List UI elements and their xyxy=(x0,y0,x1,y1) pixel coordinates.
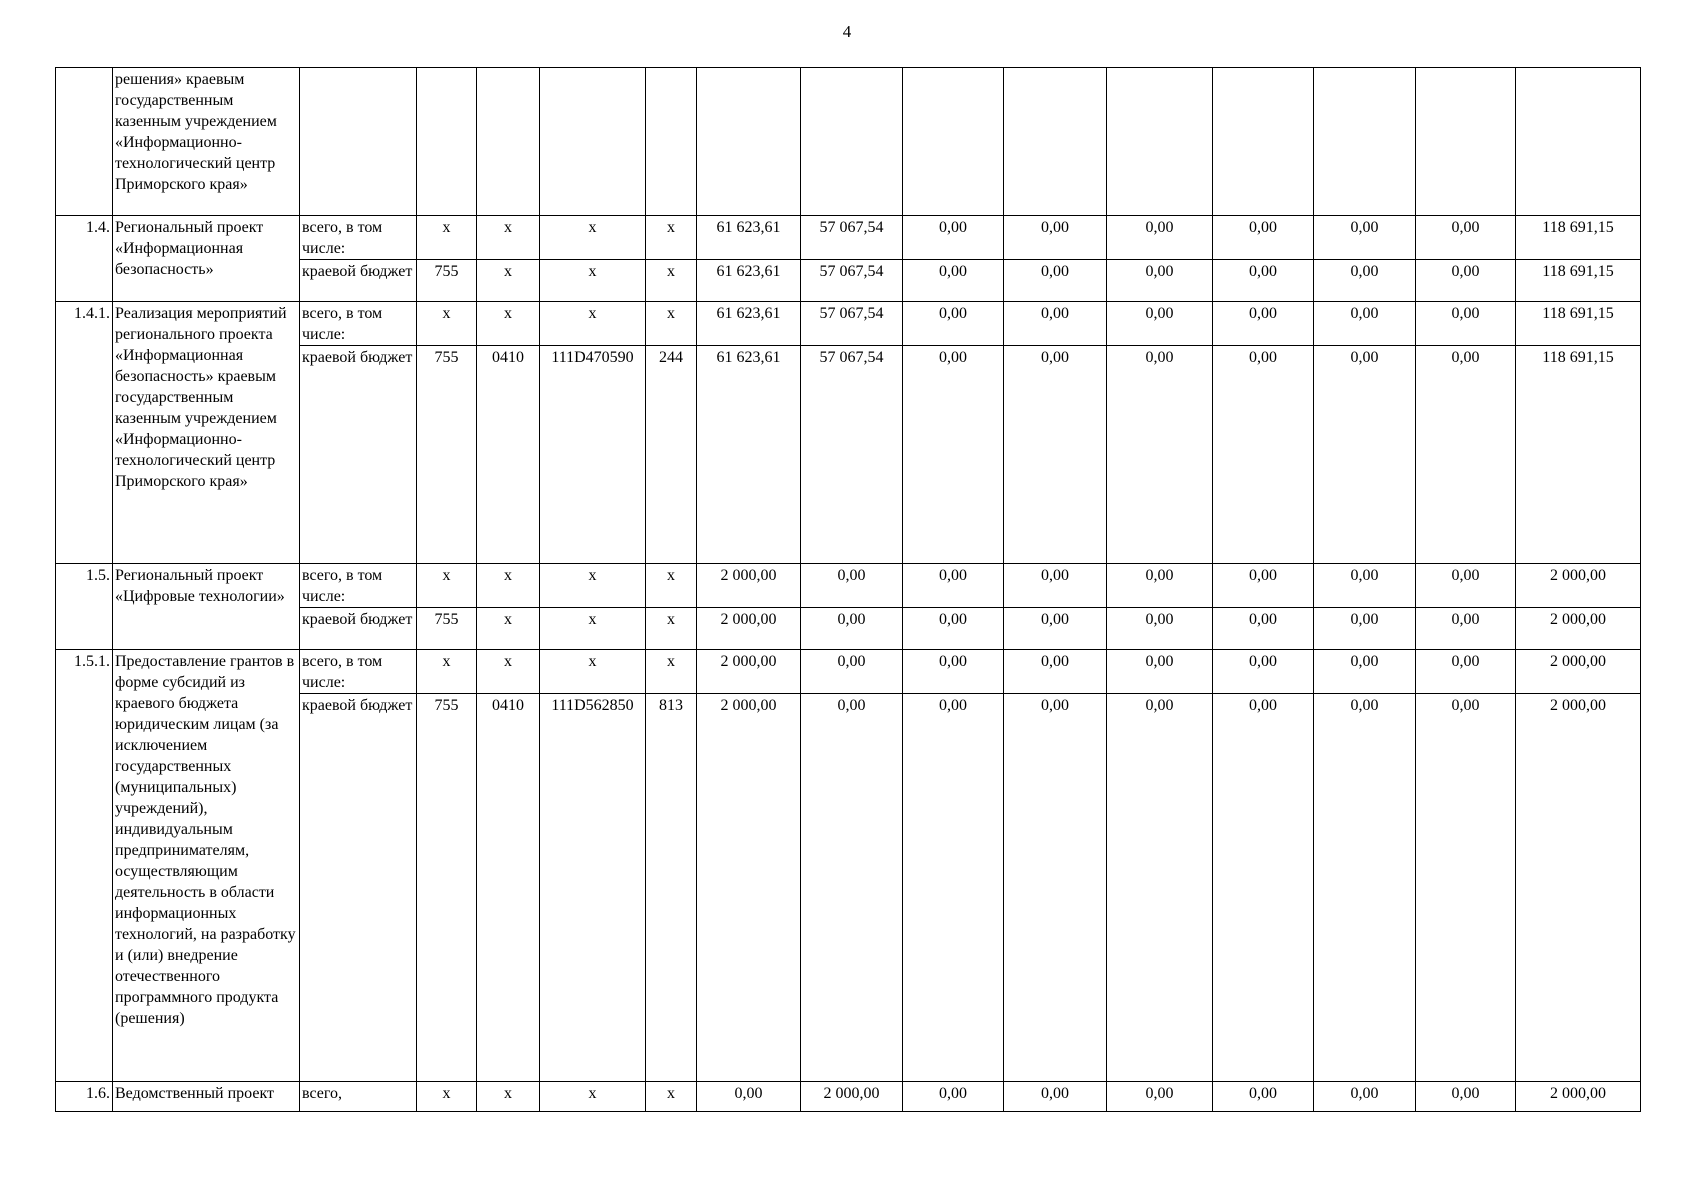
total-value xyxy=(1516,68,1641,216)
year-value: 0,00 xyxy=(903,346,1004,564)
grbs-code: 755 xyxy=(417,694,477,1082)
year-value: 0,00 xyxy=(1314,650,1416,694)
vr-code: x xyxy=(646,302,697,346)
table-row xyxy=(56,68,1641,216)
year-value: 0,00 xyxy=(1314,564,1416,608)
year-value: 0,00 xyxy=(801,608,903,650)
year-value: 61 623,61 xyxy=(697,260,801,302)
row-number xyxy=(56,68,113,216)
year-value: 0,00 xyxy=(1004,608,1107,650)
row-name: Региональный проект «Информационная безопасность» xyxy=(113,216,300,302)
row-number: 1.4. xyxy=(56,216,113,302)
year-value: 0,00 xyxy=(1213,216,1314,260)
csr-code: x xyxy=(540,1082,646,1112)
vr-code: x xyxy=(646,216,697,260)
total-value: 2 000,00 xyxy=(1516,650,1641,694)
csr-code: x xyxy=(540,216,646,260)
rz-pr-code: x xyxy=(477,564,540,608)
rz-pr-code: 0410 xyxy=(477,346,540,564)
table-row xyxy=(56,302,1641,346)
table-row xyxy=(56,650,1641,694)
year-value: 0,00 xyxy=(1213,564,1314,608)
csr-code: x xyxy=(540,260,646,302)
year-value: 0,00 xyxy=(903,1082,1004,1112)
year-value: 0,00 xyxy=(1314,346,1416,564)
vr-code: x xyxy=(646,1082,697,1112)
year-value: 0,00 xyxy=(1213,608,1314,650)
total-value: 2 000,00 xyxy=(1516,1082,1641,1112)
year-value xyxy=(1314,68,1416,216)
funding-source xyxy=(300,68,417,216)
total-value: 2 000,00 xyxy=(1516,608,1641,650)
year-value: 0,00 xyxy=(801,694,903,1082)
vr-code: x xyxy=(646,608,697,650)
grbs-code xyxy=(417,68,477,216)
year-value: 2 000,00 xyxy=(801,1082,903,1112)
year-value xyxy=(1213,68,1314,216)
budget-table xyxy=(55,67,1641,1112)
grbs-code: x xyxy=(417,302,477,346)
year-value: 0,00 xyxy=(1004,260,1107,302)
funding-source: краевой бюджет xyxy=(300,608,417,650)
funding-source: всего, xyxy=(300,1082,417,1112)
year-value: 0,00 xyxy=(903,260,1004,302)
row-number: 1.5.1. xyxy=(56,650,113,1082)
year-value: 0,00 xyxy=(1416,650,1516,694)
year-value: 0,00 xyxy=(1004,694,1107,1082)
year-value: 0,00 xyxy=(1107,216,1213,260)
funding-source: всего, в том числе: xyxy=(300,216,417,260)
year-value: 2 000,00 xyxy=(697,608,801,650)
table-row xyxy=(56,216,1641,260)
row-name: Ведомственный проект xyxy=(113,1082,300,1112)
year-value: 0,00 xyxy=(1004,346,1107,564)
row-number: 1.6. xyxy=(56,1082,113,1112)
rz-pr-code: x xyxy=(477,216,540,260)
rz-pr-code xyxy=(477,68,540,216)
year-value: 0,00 xyxy=(1314,608,1416,650)
year-value: 0,00 xyxy=(903,564,1004,608)
row-name: Реализация мероприятий регионального проекта «Информационная безопасность» краевым государственным казенным учреждением «Информационно-технологический центр Приморского края» xyxy=(113,302,300,564)
year-value: 0,00 xyxy=(1107,650,1213,694)
row-name: решения» краевым государственным казенным учреждением «Информационно-технологический центр Приморского края» xyxy=(113,68,300,216)
rz-pr-code: x xyxy=(477,608,540,650)
rz-pr-code: 0410 xyxy=(477,694,540,1082)
funding-source: краевой бюджет xyxy=(300,260,417,302)
year-value: 61 623,61 xyxy=(697,346,801,564)
rz-pr-code: x xyxy=(477,260,540,302)
year-value: 0,00 xyxy=(1107,564,1213,608)
total-value: 2 000,00 xyxy=(1516,564,1641,608)
csr-code: x xyxy=(540,564,646,608)
row-name: Региональный проект «Цифровые технологии» xyxy=(113,564,300,650)
year-value: 0,00 xyxy=(1416,694,1516,1082)
total-value: 118 691,15 xyxy=(1516,260,1641,302)
year-value: 0,00 xyxy=(1004,302,1107,346)
vr-code: x xyxy=(646,564,697,608)
csr-code: x xyxy=(540,650,646,694)
year-value: 57 067,54 xyxy=(801,260,903,302)
grbs-code: x xyxy=(417,650,477,694)
year-value: 0,00 xyxy=(801,564,903,608)
table-body xyxy=(56,68,1641,1112)
year-value: 0,00 xyxy=(903,650,1004,694)
vr-code: x xyxy=(646,260,697,302)
total-value: 118 691,15 xyxy=(1516,346,1641,564)
grbs-code: x xyxy=(417,1082,477,1112)
vr-code: x xyxy=(646,650,697,694)
year-value: 0,00 xyxy=(903,694,1004,1082)
year-value: 0,00 xyxy=(1213,302,1314,346)
year-value: 2 000,00 xyxy=(697,694,801,1082)
year-value: 0,00 xyxy=(1107,694,1213,1082)
year-value: 0,00 xyxy=(1004,216,1107,260)
vr-code: 244 xyxy=(646,346,697,564)
year-value xyxy=(903,68,1004,216)
year-value: 0,00 xyxy=(1107,608,1213,650)
year-value: 0,00 xyxy=(1416,302,1516,346)
year-value: 0,00 xyxy=(1213,260,1314,302)
year-value: 2 000,00 xyxy=(697,650,801,694)
vr-code: 813 xyxy=(646,694,697,1082)
year-value: 0,00 xyxy=(1107,302,1213,346)
csr-code: x xyxy=(540,302,646,346)
year-value: 0,00 xyxy=(1314,216,1416,260)
rz-pr-code: x xyxy=(477,1082,540,1112)
total-value: 118 691,15 xyxy=(1516,216,1641,260)
year-value: 0,00 xyxy=(1416,608,1516,650)
funding-source: всего, в том числе: xyxy=(300,650,417,694)
year-value: 0,00 xyxy=(1107,1082,1213,1112)
row-name: Предоставление грантов в форме субсидий из краевого бюджета юридическим лицам (за исключением государственных (муниципальных) учреждений), индивидуальным предпринимателям, осуществляющим деятельность в области информационных технологий, на разработку и (или) внедрение отечественного программного продукта (решения) xyxy=(113,650,300,1082)
year-value: 0,00 xyxy=(1004,1082,1107,1112)
total-value: 2 000,00 xyxy=(1516,694,1641,1082)
year-value: 0,00 xyxy=(1213,650,1314,694)
grbs-code: 755 xyxy=(417,608,477,650)
year-value: 0,00 xyxy=(903,216,1004,260)
grbs-code: x xyxy=(417,216,477,260)
funding-source: всего, в том числе: xyxy=(300,302,417,346)
funding-source: краевой бюджет xyxy=(300,346,417,564)
year-value xyxy=(801,68,903,216)
csr-code: 111D562850 xyxy=(540,694,646,1082)
year-value: 57 067,54 xyxy=(801,346,903,564)
year-value: 57 067,54 xyxy=(801,302,903,346)
year-value xyxy=(1004,68,1107,216)
year-value: 0,00 xyxy=(697,1082,801,1112)
funding-source: всего, в том числе: xyxy=(300,564,417,608)
vr-code xyxy=(646,68,697,216)
grbs-code: 755 xyxy=(417,260,477,302)
year-value: 57 067,54 xyxy=(801,216,903,260)
page-number: 4 xyxy=(842,22,852,41)
csr-code: 111D470590 xyxy=(540,346,646,564)
year-value: 0,00 xyxy=(1314,260,1416,302)
funding-source: краевой бюджет xyxy=(300,694,417,1082)
table-row xyxy=(56,564,1641,608)
grbs-code: 755 xyxy=(417,346,477,564)
year-value: 0,00 xyxy=(1107,346,1213,564)
year-value: 0,00 xyxy=(903,302,1004,346)
year-value: 0,00 xyxy=(1314,694,1416,1082)
row-number: 1.5. xyxy=(56,564,113,650)
year-value: 0,00 xyxy=(1416,216,1516,260)
year-value: 0,00 xyxy=(1213,346,1314,564)
year-value: 0,00 xyxy=(1416,346,1516,564)
year-value xyxy=(1107,68,1213,216)
row-number: 1.4.1. xyxy=(56,302,113,564)
year-value xyxy=(1416,68,1516,216)
year-value xyxy=(697,68,801,216)
year-value: 0,00 xyxy=(1213,694,1314,1082)
year-value: 0,00 xyxy=(903,608,1004,650)
year-value: 0,00 xyxy=(1213,1082,1314,1112)
year-value: 0,00 xyxy=(1416,260,1516,302)
rz-pr-code: x xyxy=(477,302,540,346)
year-value: 61 623,61 xyxy=(697,302,801,346)
grbs-code: x xyxy=(417,564,477,608)
csr-code xyxy=(540,68,646,216)
year-value: 0,00 xyxy=(801,650,903,694)
rz-pr-code: x xyxy=(477,650,540,694)
year-value: 0,00 xyxy=(1314,302,1416,346)
total-value: 118 691,15 xyxy=(1516,302,1641,346)
year-value: 0,00 xyxy=(1107,260,1213,302)
year-value: 2 000,00 xyxy=(697,564,801,608)
year-value: 0,00 xyxy=(1004,564,1107,608)
year-value: 0,00 xyxy=(1314,1082,1416,1112)
year-value: 61 623,61 xyxy=(697,216,801,260)
table-row xyxy=(56,1082,1641,1112)
year-value: 0,00 xyxy=(1416,1082,1516,1112)
year-value: 0,00 xyxy=(1004,650,1107,694)
csr-code: x xyxy=(540,608,646,650)
year-value: 0,00 xyxy=(1416,564,1516,608)
